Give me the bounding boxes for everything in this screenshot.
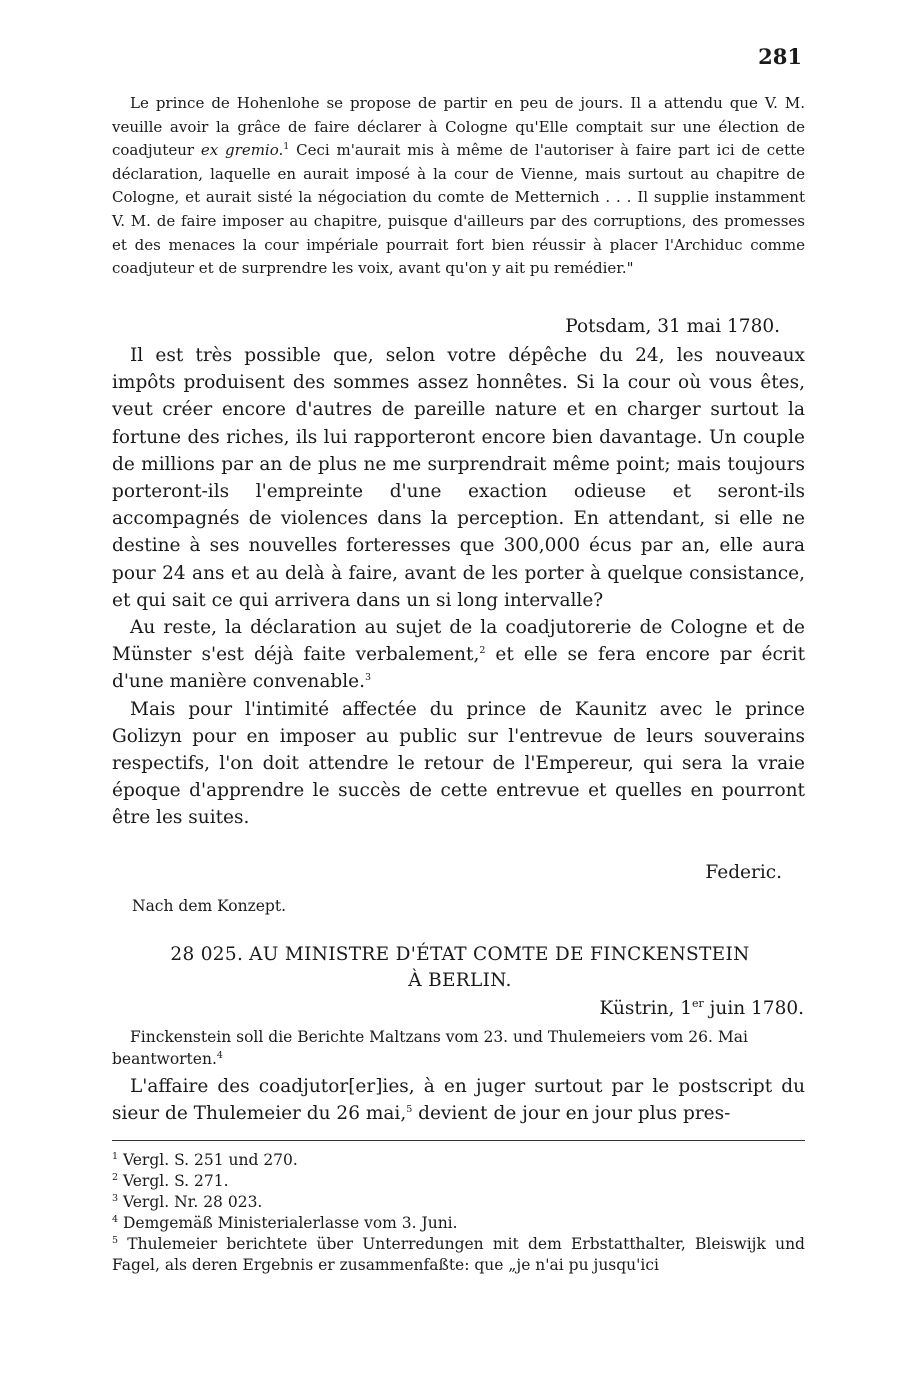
dateline-kuestrin: Küstrin, 1er juin 1780.: [599, 997, 804, 1020]
paragraph-4: L'affaire des coadjutor[er]ies, à en juger surtout par le postscript du sieur de Thulemeier du 26 mai,$^5$ devient de jour en jour plus pres-: [112, 1076, 805, 1125]
quote-italic: ex gremio.: [200, 141, 284, 160]
quote-text: Le prince de Hohenlohe se propose de partir en peu de jours. Il a attendu que V. M. veuille avoir la grâce de faire déclarer à Cologne qu'Elle comptait sur une élection de coadjuteur: [112, 94, 805, 160]
footnote: $^2$ Vergl. S. 271.: [112, 1171, 229, 1190]
footnote: $^4$ Demgemäß Ministerialerlasse vom 3. Juni.: [112, 1213, 458, 1232]
page-number: 281: [758, 44, 802, 69]
footnote: $^5$ Thulemeier berichtete über Unterredungen mit dem Erbstatthalter, Bleiswijk und Fagel, als deren Ergebnis er zusammenfaßte: que „je n'ai pu jusqu'ici: [112, 1234, 805, 1274]
paragraph-1: Il est très possible que, selon votre dépêche du 24, les nouveaux impôts produisent des sommes assez honnêtes. Si la cour où vous êtes, veut créer encore d'autres de pareille nature et en charger surtout la fortune des riches, ils lui rapporteront encore bien davantage. Un couple de millions par an de plus ne me surprendrait même point; mais toujours porteront-ils l'empreinte d'une exaction odieuse et seront-ils accompagnés de violences dans la perception. En attendant, si elle ne destine à ses nouvelles forteresses que 300,000 écus par an, elle aura pour 24 ans et au delà à faire, avant de les porter à quelque consistance, et qui sait ce qui arrivera dans un si long intervalle?: [112, 345, 805, 611]
quoted-report: [112, 92, 805, 281]
footnotes: [112, 1150, 805, 1276]
footnote: $^1$ Vergl. S. 251 und 270.: [112, 1150, 298, 1169]
source-note: Nach dem Konzept.: [132, 897, 287, 915]
paragraph-3: Mais pour l'intimité affectée du prince de Kaunitz avec le prince Golizyn pour en imposer au public sur l'entrevue de leurs souverains respectifs, l'on doit attendre le retour de l'Empereur, qui sera la vraie époque d'apprendre le succès de cette entrevue et quelles en pourront être les suites.: [112, 698, 805, 829]
paragraph-2: Au reste, la déclaration au sujet de la coadjutorerie de Cologne et de Münster s'est déjà faite verbalement,$^2$ et elle se fera encore par écrit d'une manière convenable.$^3$: [112, 617, 805, 693]
quote-text-rest: Ceci m'aurait mis à même de l'autoriser à faire part ici de cette déclaration, laquelle en aurait imposé à la cour de Vienne, mais surtout au chapitre de Cologne, et aurait sisté la négociation du comte de Metternich . . . Il supplie instamment V. M. de faire imposer au chapitre, puisque d'ailleurs par des corruptions, des promesses et des menaces la cour impériale pourrait fort bien réussir à placer l'Archiduc comme coadjuteur et de surprendre les voix, avant qu'on y ait pu remédier.": [112, 141, 806, 278]
heading-place: À BERLIN.: [408, 970, 512, 991]
document-heading: [130, 942, 790, 994]
dateline-potsdam: Potsdam, 31 mai 1780.: [565, 316, 780, 337]
footnote-ref-4: 4: [216, 1049, 223, 1061]
footnote: $^3$ Vergl. Nr. 28 023.: [112, 1192, 263, 1211]
letter-body-2: [112, 1073, 805, 1127]
footnote-ref-1: 1: [283, 141, 290, 153]
signature: Federic.: [705, 862, 782, 883]
footnote-ref-5: 5: [406, 1104, 413, 1116]
summary: Finckenstein soll die Berichte Maltzans vom 23. und Thulemeiers vom 26. Mai beantworten.$^4$: [112, 1028, 748, 1068]
heading-number: 28 025.: [170, 944, 244, 965]
footnote-divider: [112, 1140, 805, 1141]
letter-body: [112, 342, 805, 832]
footnote-ref-3: 3: [364, 672, 372, 684]
heading-title: AU MINISTRE D'ÉTAT COMTE DE FINCKENSTEIN: [249, 944, 750, 965]
footnote-ref-2: 2: [479, 645, 486, 657]
